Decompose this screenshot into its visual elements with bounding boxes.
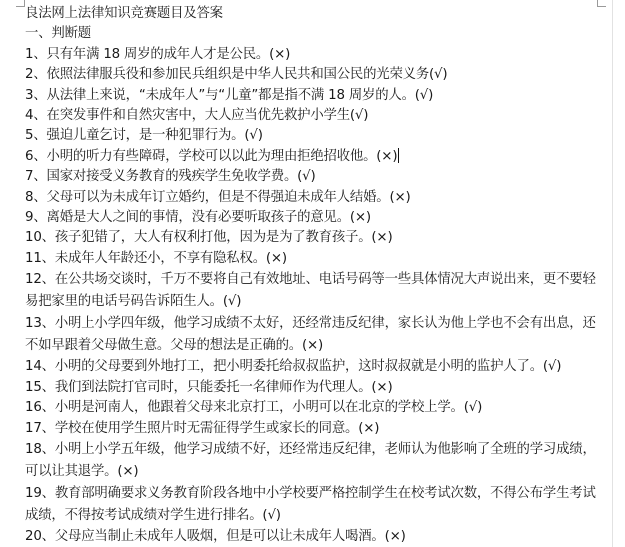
question-item: 11、未成年人年龄还小，不享有隐私权。(×) (25, 250, 287, 266)
question-item: 17、学校在使用学生照片时无需征得学生或家长的同意。(×) (25, 420, 380, 436)
question-item: 5、强迫儿童乞讨，是一种犯罪行为。(√) (25, 128, 263, 144)
question-item-with-cursor (25, 147, 605, 167)
question-item: 13、小明上小学四年级，他学习成绩不太好，还经常违反纪律，家长认为他上学也不会有出息，还不如早跟着父母做生意。父母的想法是正确的。(×) (25, 316, 596, 354)
question-item: 2、依照法律服兵役和参加民兵组织是中华人民共和国公民的光荣义务(√) (25, 67, 448, 83)
margin-corner-mark-left (16, 0, 25, 7)
question-item: 9、离婚是大人之间的事情，没有必要听取孩子的意见。(×) (25, 210, 371, 226)
question-item: 20、父母应当制止未成年人吸烟，但是可以让未成年人喝酒。(×) (25, 528, 406, 544)
question-item: 10、孩子犯错了，大人有权利打他，因为是为了教育孩子。(×) (25, 230, 393, 246)
question-item: 4、在突发事件和自然灾害中，大人应当优先救护小学生(√) (25, 108, 369, 124)
question-item: 14、小明的父母要到外地打工，把小明委托给叔叔监护，这时叔叔就是小明的监护人了。(√) (25, 359, 562, 375)
question-item: 18、小明上小学五年级，他学习成绩不好，还经常违反纪律，老师认为他影响了全班的学习成绩，可以让其退学。(×) (25, 441, 596, 479)
section-heading: 一、判断题 (25, 26, 91, 42)
document-body[interactable] (25, 4, 605, 547)
question-item: 3、从法律上来说，“未成年人”与“儿童”都是指不满 18 周岁的人。(√) (25, 87, 434, 103)
question-item: 7、国家对接受义务教育的残疾学生免收学费。(√) (25, 169, 316, 185)
question-item: 8、父母可以为未成年订立婚约，但是不得强迫未成年人结婚。(×) (25, 189, 411, 205)
question-item: 15、我们到法院打官司时，只能委托一名律师作为代理人。(×) (25, 379, 393, 395)
question-item: 19、教育部明确要求义务教育阶段各地中小学校要严格控制学生在校考试次数，不得公布学生考试成绩，不得按考试成绩对学生进行排名。(√) (25, 485, 596, 523)
question-item: 12、在公共场交谈时，千万不要将自己有效地址、电话号码等一些具体情况大声说出来，更不要轻易把家里的电话号码告诉陌生人。(√) (25, 272, 596, 310)
right-margin-rule (612, 0, 613, 547)
document-title: 良法网上法律知识竞赛题目及答案 (25, 6, 223, 21)
question-item: 16、小明是河南人，他跟着父母来北京打工，小明可以在北京的学校上学。(√) (25, 400, 483, 416)
text-cursor (398, 148, 399, 163)
question-text: 6、小明的听力有些障碍，学校可以以此为理由拒绝招收他。(×) (25, 148, 398, 164)
question-item: 1、只有年满 18 周岁的成年人才是公民。(×) (25, 46, 291, 62)
